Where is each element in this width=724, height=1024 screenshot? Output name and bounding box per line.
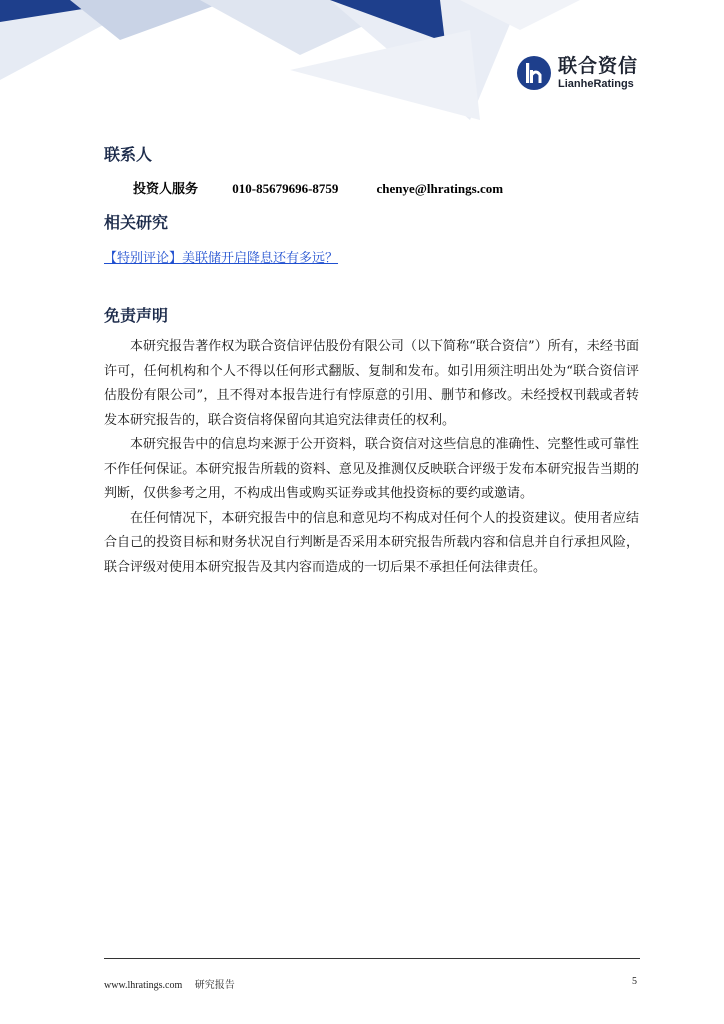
disclaimer-paragraph-2: 本研究报告中的信息均来源于公开资料，联合资信对这些信息的准确性、完整性或可靠性不作任何保证。本研究报告所载的资料、意见及推测仅反映联合评级于发布本研究报告当期的判断，仅供参考之用，不构成出售或购买证券或其他投资标的要约或邀请。 <box>104 437 639 501</box>
brand-logo <box>516 55 638 91</box>
lianhe-logo-icon <box>516 55 552 91</box>
disclaimer-heading: 免责声明 <box>104 306 169 325</box>
related-heading: 相关研究 <box>104 213 169 232</box>
related-research-link[interactable]: 【特别评论】美联储开启降息还有多远？ <box>104 251 339 266</box>
footer-info <box>104 976 245 991</box>
contact-heading: 联系人 <box>104 145 153 164</box>
disclaimer-paragraph-1: 本研究报告著作权为联合资信评估股份有限公司（以下简称“联合资信”）所有，未经书面许可，任何机构和个人不得以任何形式翻版、复制和发布。如引用须注明出处为“联合资信评估股份有限公司”，且不得对本报告进行有悖原意的引用、删节和修改。未经授权刊载或者转发本研究报告的，联合资信将保留向其追究法律责任的权利。 <box>104 339 639 428</box>
contact-phone: 010-85679696-8759 <box>232 181 339 196</box>
disclaimer-body <box>104 335 639 580</box>
footer-website[interactable]: www.lhratings.com <box>104 980 183 991</box>
footer-doc-type: 研究报告 <box>194 980 235 991</box>
page-number: 5 <box>632 976 637 987</box>
footer-divider <box>104 958 640 959</box>
contact-role: 投资人服务 <box>133 182 199 197</box>
brand-name-cn: 联合资信 <box>558 54 639 77</box>
disclaimer-paragraph-3: 在任何情况下，本研究报告中的信息和意见均不构成对任何个人的投资建议。使用者应结合自己的投资目标和财务状况自行判断是否采用本研究报告所载内容和信息并自行承担风险，联合评级对使用本研究报告及其内容而造成的一切后果不承担任何法律责任。 <box>104 510 639 575</box>
contact-email[interactable]: chenye@lhratings.com <box>376 181 504 196</box>
contact-row <box>133 178 503 197</box>
brand-name-en: LianheRatings <box>558 77 634 90</box>
